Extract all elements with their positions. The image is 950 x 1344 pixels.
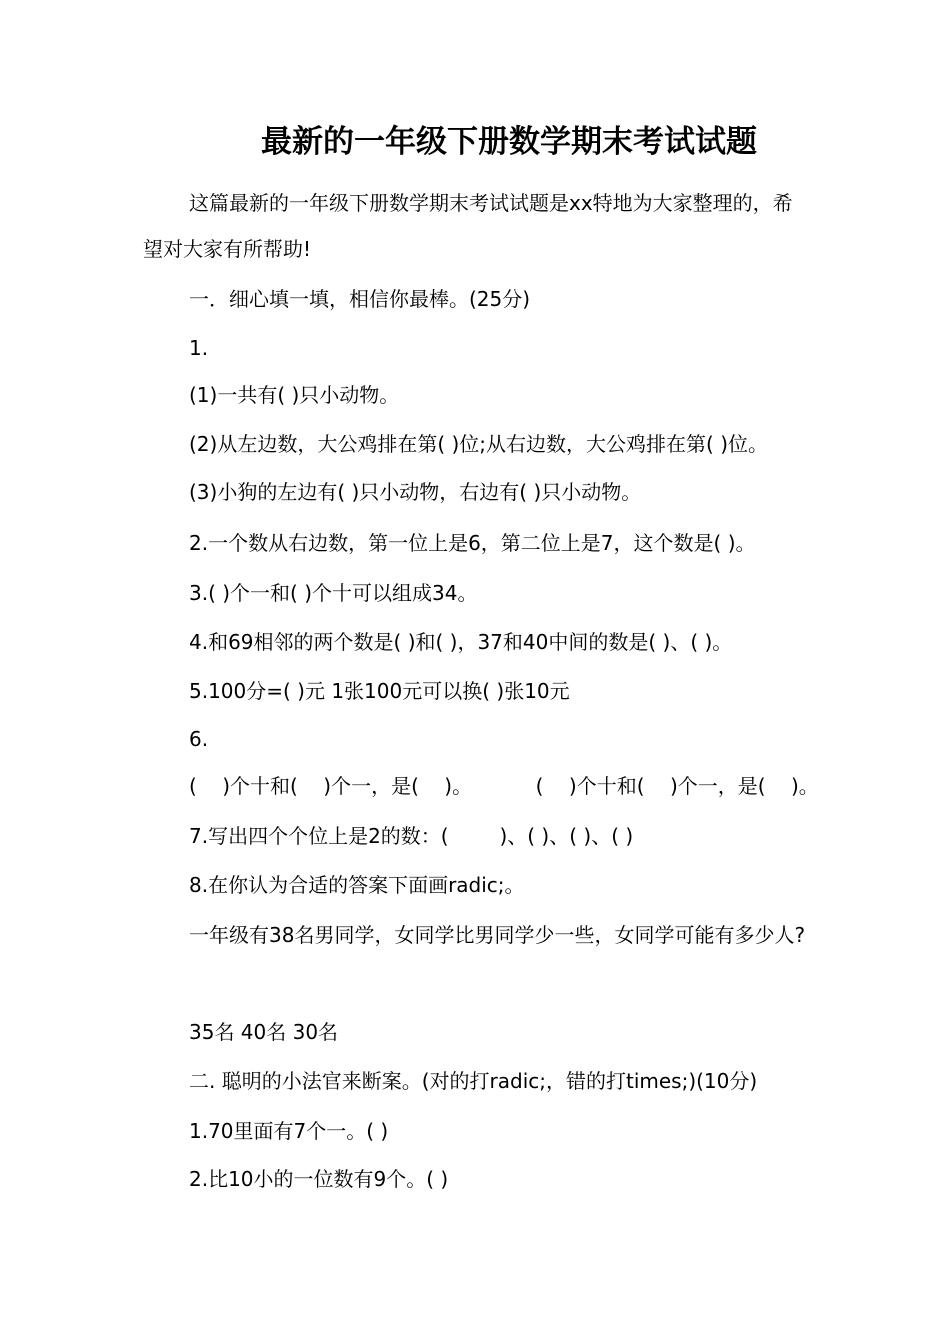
question-7: 7.写出四个个位上是2的数：( )、( )、( )、( ) [189,824,634,848]
question-2: 2.一个数从右边数，第一位上是6，第二位上是7，这个数是( )。 [189,531,756,555]
question-8-options: 35名 40名 30名 [189,1020,339,1044]
question-6-label: 6. [189,727,209,751]
question-4: 4.和69相邻的两个数是( )和( )，37和40中间的数是( )、( )。 [189,630,733,654]
document-title: 最新的一年级下册数学期末考试试题 [261,124,757,160]
question-1-part-1: (1)一共有( )只小动物。 [189,383,400,407]
section-one-heading: 一．细心填一填，相信你最棒。(25分) [189,287,531,311]
question-3: 3.( )个一和( )个十可以组成34。 [189,581,478,605]
question-5: 5.100分=( )元 1张100元可以换( )张10元 [189,679,570,703]
question-8-paragraph: 一年级有38名男同学，女同学比男同学少一些，女同学可能有多少人? [189,923,806,947]
question-8: 8.在你认为合适的答案下面画radic;。 [189,873,525,897]
question-6-blanks: ( )个十和( )个一，是( )。 ( )个十和( )个一，是( )。 [189,774,819,798]
question-1-part-2: (2)从左边数，大公鸡排在第( )位;从右边数，大公鸡排在第( )位。 [189,432,768,456]
judge-question-1: 1.70里面有7个一。( ) [189,1119,389,1143]
intro-paragraph: 这篇最新的一年级下册数学期末考试试题是xx特地为大家整理的，希望对大家有所帮助! [143,191,793,261]
question-1-label: 1. [189,336,209,360]
section-two-heading: 二. 聪明的小法官来断案。(对的打radic;，错的打times;)(10分) [189,1069,758,1093]
judge-question-2: 2.比10小的一位数有9个。( ) [189,1167,449,1191]
question-1-part-3: (3)小狗的左边有( )只小动物，右边有( )只小动物。 [189,480,642,504]
